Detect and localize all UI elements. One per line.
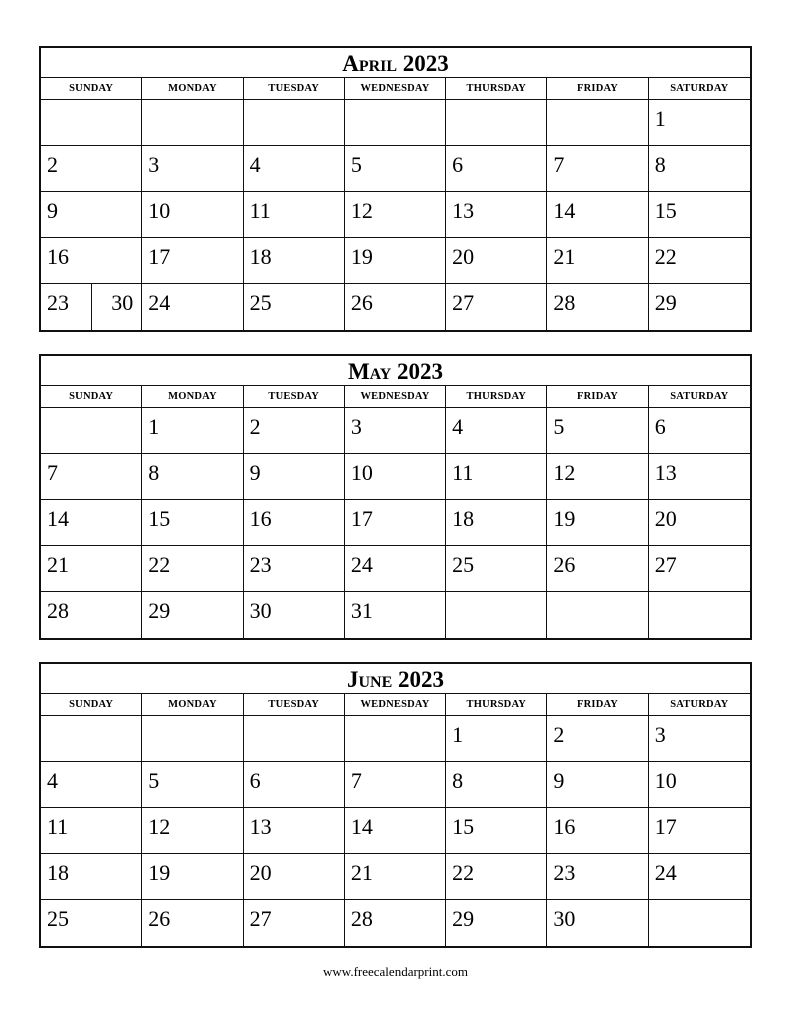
day-cell: [446, 762, 547, 808]
day-number: 27: [452, 290, 475, 315]
month-title: April 2023: [41, 48, 750, 78]
day-cell: [649, 900, 750, 946]
day-cell: [142, 100, 243, 146]
day-number: 5: [553, 414, 565, 439]
day-number: 29: [654, 290, 677, 315]
day-cell: [345, 900, 446, 946]
day-number: 9: [249, 460, 261, 485]
day-cell: [345, 284, 446, 330]
day-number: 26: [350, 290, 373, 315]
day-cell: [649, 500, 750, 546]
day-cell: [446, 284, 547, 330]
day-number: 5: [148, 768, 160, 793]
day-cell: [345, 808, 446, 854]
day-cell: [244, 546, 345, 592]
day-number: 3: [148, 152, 160, 177]
day-cell: [547, 408, 648, 454]
day-number: 15: [452, 814, 475, 839]
day-cell: [244, 192, 345, 238]
day-number: 2: [553, 722, 565, 747]
day-cell: [41, 100, 142, 146]
day-number: 11: [249, 198, 271, 223]
day-cell: [41, 808, 142, 854]
day-cell: [649, 408, 750, 454]
day-cell: [446, 408, 547, 454]
day-number: 22: [148, 552, 171, 577]
day-number: 7: [350, 768, 362, 793]
day-number: 4: [249, 152, 261, 177]
day-number: 30: [249, 598, 272, 623]
day-cell: [345, 192, 446, 238]
day-number: 16: [249, 506, 272, 531]
day-cell: [142, 454, 243, 500]
day-cell: [41, 854, 142, 900]
day-cell: [244, 762, 345, 808]
day-cell: [244, 284, 345, 330]
day-cell: [345, 546, 446, 592]
weekday-header: MONDAY: [142, 386, 243, 408]
day-number: 11: [452, 460, 474, 485]
day-number: 8: [148, 460, 160, 485]
day-cell: [446, 500, 547, 546]
day-number: 23: [249, 552, 272, 577]
month-title: June 2023: [41, 664, 750, 694]
day-number: 17: [654, 814, 677, 839]
weekday-header: TUESDAY: [244, 78, 345, 100]
cell-divider: [91, 284, 92, 330]
day-number: 18: [47, 860, 69, 885]
day-cell: [244, 808, 345, 854]
day-number: 5: [350, 152, 362, 177]
day-number: 30: [111, 290, 134, 315]
day-cell: [345, 716, 446, 762]
day-cell: [142, 500, 243, 546]
day-cell: [244, 100, 345, 146]
day-cell: [649, 592, 750, 638]
day-number: 13: [249, 814, 272, 839]
day-number: 24: [654, 860, 677, 885]
day-number: 21: [47, 552, 69, 577]
day-cell: [547, 146, 648, 192]
day-cell: [142, 546, 243, 592]
calendar-grid: [41, 386, 750, 638]
day-number: 28: [47, 598, 69, 623]
day-cell: [41, 592, 142, 638]
day-cell: [446, 854, 547, 900]
day-cell: [142, 592, 243, 638]
day-cell: [649, 284, 750, 330]
day-number: 10: [350, 460, 373, 485]
day-number: 16: [47, 244, 69, 269]
weekday-header: WEDNESDAY: [345, 694, 446, 716]
month-title: May 2023: [41, 356, 750, 386]
weekday-header: SUNDAY: [41, 694, 142, 716]
day-cell: [345, 146, 446, 192]
day-number: 13: [452, 198, 475, 223]
weekday-header: MONDAY: [142, 694, 243, 716]
day-number: 9: [553, 768, 565, 793]
day-cell: [446, 100, 547, 146]
day-cell: [244, 500, 345, 546]
day-number: 12: [553, 460, 576, 485]
day-cell: [649, 192, 750, 238]
day-cell: [41, 146, 142, 192]
day-number: 9: [47, 198, 58, 223]
day-cell: [547, 762, 648, 808]
day-number: 15: [148, 506, 171, 531]
day-number: 3: [350, 414, 362, 439]
day-number: 6: [452, 152, 464, 177]
day-cell: [142, 808, 243, 854]
day-cell: [547, 546, 648, 592]
day-cell: [345, 238, 446, 284]
day-cell: [649, 716, 750, 762]
day-cell: [547, 238, 648, 284]
day-number: 14: [553, 198, 576, 223]
day-number: 10: [148, 198, 171, 223]
day-cell: [547, 716, 648, 762]
day-number: 23: [47, 290, 69, 315]
day-number: 4: [452, 414, 464, 439]
day-number: 22: [452, 860, 475, 885]
day-number: 3: [654, 722, 666, 747]
day-number: 21: [553, 244, 576, 269]
day-number: 19: [350, 244, 373, 269]
day-number: 19: [553, 506, 576, 531]
day-cell: [649, 238, 750, 284]
weekday-header: TUESDAY: [244, 694, 345, 716]
day-cell: [244, 854, 345, 900]
weekday-header: WEDNESDAY: [345, 386, 446, 408]
day-cell: [446, 592, 547, 638]
day-cell: [142, 408, 243, 454]
day-number: 11: [47, 814, 69, 839]
weekday-header: FRIDAY: [547, 78, 648, 100]
calendar-grid: [41, 78, 750, 330]
day-cell: [547, 284, 648, 330]
weekday-header: SUNDAY: [41, 386, 142, 408]
day-cell: [345, 592, 446, 638]
day-cell: [142, 238, 243, 284]
day-cell: [649, 100, 750, 146]
day-number: 4: [47, 768, 58, 793]
day-cell: [142, 762, 243, 808]
day-number: 20: [654, 506, 677, 531]
day-cell: [41, 408, 142, 454]
weekday-header: TUESDAY: [244, 386, 345, 408]
day-number: 28: [350, 906, 373, 931]
day-number: 29: [148, 598, 171, 623]
day-number: 14: [47, 506, 69, 531]
day-cell: [649, 854, 750, 900]
day-number: 21: [350, 860, 373, 885]
day-number: 7: [553, 152, 565, 177]
weekday-header: MONDAY: [142, 78, 243, 100]
day-number: 14: [350, 814, 373, 839]
day-number: 25: [452, 552, 475, 577]
day-cell: [244, 592, 345, 638]
day-cell: [446, 546, 547, 592]
day-number: 17: [148, 244, 171, 269]
day-cell: [345, 100, 446, 146]
weekday-header: THURSDAY: [446, 694, 547, 716]
day-cell: [547, 454, 648, 500]
day-cell: [547, 900, 648, 946]
day-cell: [446, 900, 547, 946]
day-cell: [41, 238, 142, 284]
day-cell: [446, 146, 547, 192]
day-number: 6: [654, 414, 666, 439]
day-number: 8: [654, 152, 666, 177]
day-cell: [547, 100, 648, 146]
day-cell: [345, 500, 446, 546]
day-number: 27: [249, 906, 272, 931]
day-cell: [142, 900, 243, 946]
day-cell: [244, 454, 345, 500]
weekday-header: WEDNESDAY: [345, 78, 446, 100]
weekday-header: SATURDAY: [649, 694, 750, 716]
day-number: 7: [47, 460, 58, 485]
day-number: 12: [148, 814, 171, 839]
day-cell: [142, 284, 243, 330]
day-cell: [446, 192, 547, 238]
day-number: 15: [654, 198, 677, 223]
day-cell: [41, 192, 142, 238]
day-number: 1: [654, 106, 666, 131]
day-cell: [142, 716, 243, 762]
calendar-grid: [41, 694, 750, 946]
day-cell: [41, 500, 142, 546]
day-cell: [345, 854, 446, 900]
day-cell: [41, 716, 142, 762]
day-cell: [547, 192, 648, 238]
weekday-header: THURSDAY: [446, 78, 547, 100]
day-cell: [547, 854, 648, 900]
day-cell: [345, 408, 446, 454]
day-number: 8: [452, 768, 464, 793]
day-cell: [41, 900, 142, 946]
weekday-header: THURSDAY: [446, 386, 547, 408]
day-cell: [547, 592, 648, 638]
day-number: 1: [452, 722, 464, 747]
day-cell: [446, 716, 547, 762]
day-cell: [244, 238, 345, 284]
day-number: 16: [553, 814, 576, 839]
day-cell: [41, 284, 142, 330]
weekday-header: FRIDAY: [547, 386, 648, 408]
day-cell: [345, 454, 446, 500]
day-number: 25: [47, 906, 69, 931]
day-cell: [142, 854, 243, 900]
day-cell: [649, 146, 750, 192]
day-cell: [446, 238, 547, 284]
day-cell: [446, 808, 547, 854]
day-cell: [244, 900, 345, 946]
day-number: 31: [350, 598, 373, 623]
day-number: 30: [553, 906, 576, 931]
weekday-header: FRIDAY: [547, 694, 648, 716]
day-number: 24: [148, 290, 171, 315]
day-number: 26: [148, 906, 171, 931]
day-cell: [547, 500, 648, 546]
day-number: 24: [350, 552, 373, 577]
day-number: 1: [148, 414, 160, 439]
day-number: 2: [249, 414, 261, 439]
day-number: 20: [249, 860, 272, 885]
day-cell: [649, 546, 750, 592]
day-number: 26: [553, 552, 576, 577]
weekday-header: SUNDAY: [41, 78, 142, 100]
day-cell: [142, 192, 243, 238]
day-cell: [41, 454, 142, 500]
day-cell: [244, 146, 345, 192]
weekday-header: SATURDAY: [649, 386, 750, 408]
day-number: 19: [148, 860, 171, 885]
day-number: 12: [350, 198, 373, 223]
day-cell: [244, 408, 345, 454]
day-number: 18: [452, 506, 475, 531]
day-cell: [649, 808, 750, 854]
day-number: 25: [249, 290, 272, 315]
day-number: 6: [249, 768, 261, 793]
day-cell: [547, 808, 648, 854]
day-number: 20: [452, 244, 475, 269]
day-cell: [41, 762, 142, 808]
day-cell: [446, 454, 547, 500]
calendar-april: [39, 46, 752, 332]
day-number: 13: [654, 460, 677, 485]
day-number: 17: [350, 506, 373, 531]
day-number: 10: [654, 768, 677, 793]
day-cell: [345, 762, 446, 808]
day-number: 28: [553, 290, 576, 315]
day-number: 2: [47, 152, 58, 177]
day-cell: [649, 762, 750, 808]
day-cell: [244, 716, 345, 762]
calendar-june: [39, 662, 752, 948]
weekday-header: SATURDAY: [649, 78, 750, 100]
day-number: 18: [249, 244, 272, 269]
day-cell: [142, 146, 243, 192]
day-number: 22: [654, 244, 677, 269]
day-number: 27: [654, 552, 677, 577]
calendar-may: [39, 354, 752, 640]
day-cell: [649, 454, 750, 500]
day-number: 23: [553, 860, 576, 885]
day-cell: [41, 546, 142, 592]
day-number: 29: [452, 906, 475, 931]
website-footer: www.freecalendarprint.com: [323, 964, 468, 979]
